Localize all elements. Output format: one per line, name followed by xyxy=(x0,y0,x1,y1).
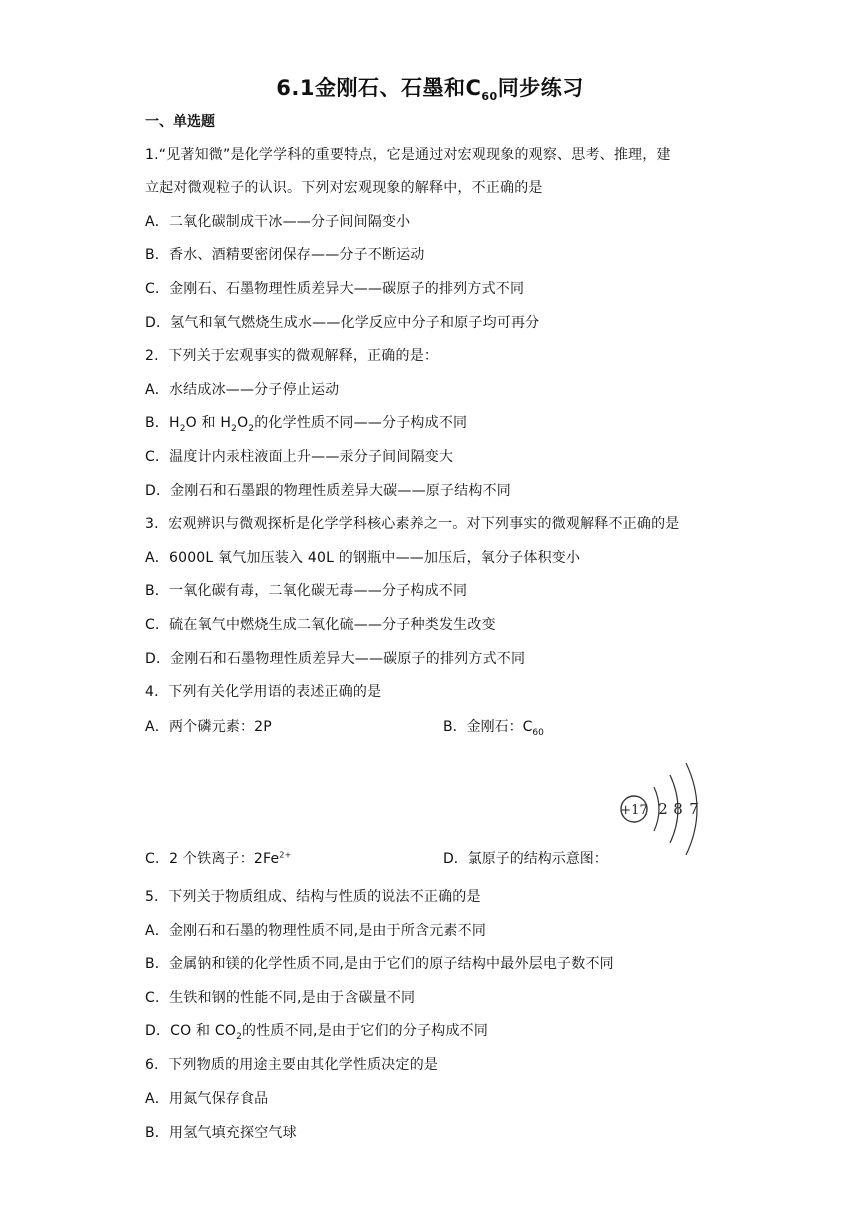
q2-b-text4: 的化学性质不同——分子构成不同 xyxy=(254,415,468,431)
q2-b-sub2: 2 xyxy=(231,423,238,434)
q3-option-a: A．6000L 氧气加压装入 40L 的钢瓶中——加压后，氧分子体积变小 xyxy=(145,550,581,566)
q5-stem: 5．下列关于物质组成、结构与性质的说法不正确的是 xyxy=(145,889,481,905)
q5-option-c: C．生铁和钢的性能不同,是由于含碳量不同 xyxy=(145,990,416,1006)
q2-option-d: D．金刚石和石墨跟的物理性质差异大碳——原子结构不同 xyxy=(145,483,511,499)
q2-b-text2: O 和 H xyxy=(185,415,232,431)
q4-option-b xyxy=(443,716,544,738)
q2-stem: 2．下列关于宏观事实的微观解释，正确的是： xyxy=(145,348,439,364)
q3-option-b: B．一氧化碳有毒，二氧化碳无毒——分子构成不同 xyxy=(145,583,468,599)
nucleus-charge: +17 xyxy=(620,803,648,818)
q4-option-d: D．氯原子的结构示意图： xyxy=(443,851,608,867)
page-title xyxy=(0,72,860,103)
q4-option-c xyxy=(145,848,292,868)
q4-c-text: C．2 个铁离子：2Fe xyxy=(145,851,280,867)
chlorine-atom-diagram xyxy=(616,757,712,861)
q3-option-c: C．硫在氧气中燃烧生成二氧化硫——分子种类发生改变 xyxy=(145,617,496,633)
q2-b-sub3: 2 xyxy=(248,423,255,434)
q2-option-b xyxy=(145,412,467,434)
q4-stem: 4．下列有关化学用语的表述正确的是 xyxy=(145,684,382,700)
q2-b-sub1: 2 xyxy=(179,423,186,434)
q1-option-a: A．二氧化碳制成干冰——分子间间隔变小 xyxy=(145,214,411,230)
q5-option-a: A．金刚石和石墨的物理性质不同,是由于所含元素不同 xyxy=(145,923,487,939)
title-subscript: 60 xyxy=(481,90,498,104)
q2-b-text3: O xyxy=(237,415,249,431)
title-text: 6.1金刚石、石墨和C xyxy=(276,76,482,100)
q4-option-a: A．两个磷元素：2P xyxy=(145,719,272,735)
q1-option-c: C．金刚石、石墨物理性质差异大——碳原子的排列方式不同 xyxy=(145,281,525,297)
shell-3-electrons: 7 xyxy=(689,800,699,818)
q2-option-c: C．温度计内汞柱液面上升——汞分子间间隔变大 xyxy=(145,449,454,465)
q1-stem-line1: 1.“见著知微”是化学学科的重要特点，它是通过对宏观现象的观察、思考、推理，建 xyxy=(145,147,671,163)
q5-d-text2: 的性质不同,是由于它们的分子构成不同 xyxy=(242,1023,489,1039)
shell-2-electrons: 8 xyxy=(673,800,683,818)
q5-option-b: B．金属钠和镁的化学性质不同,是由于它们的原子结构中最外层电子数不同 xyxy=(145,956,614,972)
q1-option-d: D．氢气和氧气燃烧生成水——化学反应中分子和原子均可再分 xyxy=(145,315,540,331)
q1-stem-line2: 立起对微观粒子的认识。下列对宏观现象的解释中，不正确的是 xyxy=(145,180,543,196)
q4-b-subscript: 60 xyxy=(532,727,544,738)
shell-1-electrons: 2 xyxy=(658,800,668,818)
q6-option-b: B．用氢气填充探空气球 xyxy=(145,1125,297,1141)
q5-d-text1: D．CO 和 CO xyxy=(145,1023,237,1039)
q3-option-d: D．金刚石和石墨物理性质差异大——碳原子的排列方式不同 xyxy=(145,651,526,667)
q2-b-text1: B．H xyxy=(145,415,180,431)
q4-b-text: B．金刚石：C xyxy=(443,719,533,735)
q5-option-d xyxy=(145,1020,488,1042)
q5-d-subscript: 2 xyxy=(236,1031,243,1042)
section-heading: 一、单选题 xyxy=(145,114,215,130)
q2-option-a: A．水结成冰——分子停止运动 xyxy=(145,382,340,398)
title-suffix: 同步练习 xyxy=(497,76,584,100)
q6-stem: 6．下列物质的用途主要由其化学性质决定的是 xyxy=(145,1057,439,1073)
q6-option-a: A．用氮气保存食品 xyxy=(145,1091,269,1107)
q1-option-b: B．香水、酒精要密闭保存——分子不断运动 xyxy=(145,247,425,263)
q3-stem: 3．宏观辨识与微观探析是化学学科核心素养之一。对下列事实的微观解释不正确的是 xyxy=(145,516,680,532)
q4-c-superscript: 2+ xyxy=(279,850,292,860)
